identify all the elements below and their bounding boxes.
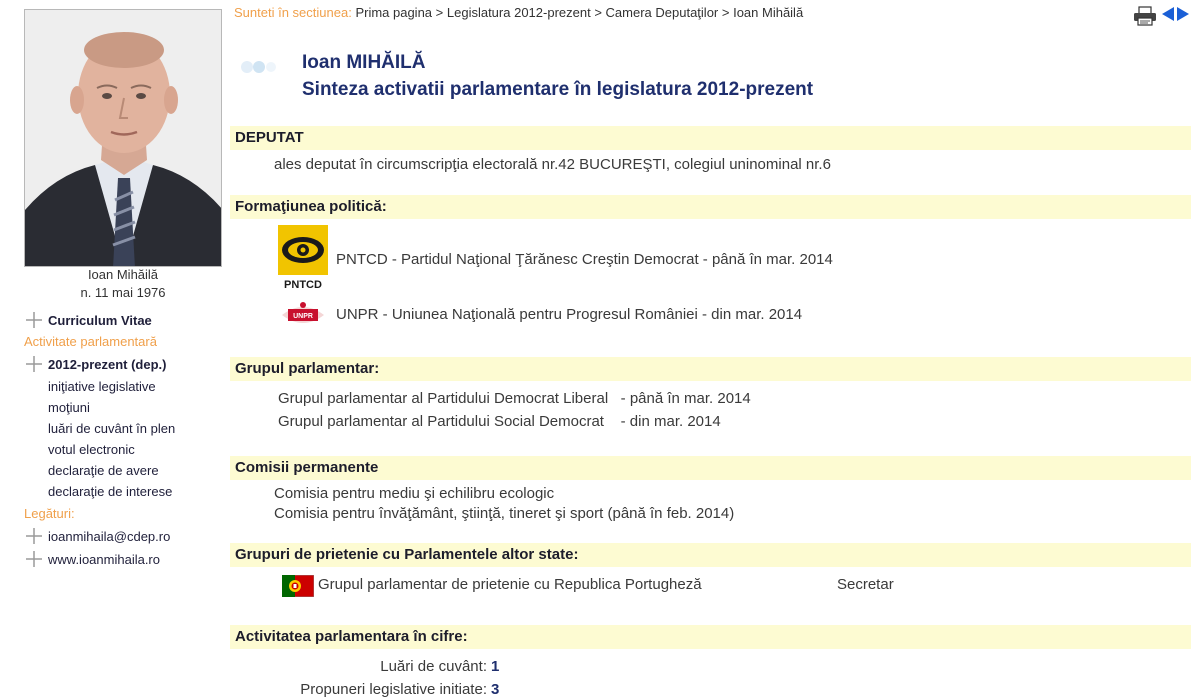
breadcrumb-item-chamber[interactable]: Camera Deputaţilor xyxy=(605,5,719,20)
sidebar-item-legislature[interactable] xyxy=(24,354,166,374)
breadcrumb-separator: > xyxy=(590,5,606,20)
sidebar-link-electronic-vote[interactable]: votul electronic xyxy=(48,442,135,457)
title-dots-icon xyxy=(239,58,281,76)
stat-label-speeches: Luări de cuvânt: xyxy=(380,658,487,675)
stat-value-speeches[interactable]: 1 xyxy=(491,658,500,675)
friendship-group[interactable]: Grupul parlamentar de prietenie cu Republica Portugheză xyxy=(318,576,702,593)
sidebar-cv-label[interactable]: Curriculum Vitae xyxy=(48,312,152,328)
page-title: Ioan MIHĂILĂ xyxy=(302,52,426,73)
party-unpr: UNPR - Uniunea Naţională pentru Progresul României - din mar. 2014 xyxy=(336,306,803,323)
committee-environment[interactable]: Comisia pentru mediu şi echilibru ecologic xyxy=(274,485,555,502)
photo-caption xyxy=(24,266,222,302)
section-heading-grup: Grupul parlamentar: xyxy=(230,357,1191,381)
next-arrow-icon[interactable] xyxy=(1176,6,1190,22)
portugal-flag-icon xyxy=(282,575,314,597)
breadcrumb-lead: Sunteti în sectiunea: xyxy=(234,5,352,20)
breadcrumb-item-legislature[interactable]: Legislatura 2012-prezent xyxy=(446,5,591,20)
portrait-image xyxy=(25,10,222,267)
pntcd-logo xyxy=(278,225,328,291)
section-heading-prietenie: Grupuri de prietenie cu Parlamentele altor state: xyxy=(230,543,1191,567)
sidebar-item-cv[interactable] xyxy=(24,310,152,330)
website-link[interactable]: www.ioanmihaila.ro xyxy=(48,551,160,567)
sidebar-link-motions[interactable]: moţiuni xyxy=(48,400,90,415)
stat-label-proposals: Propuneri legislative initiate: xyxy=(300,681,487,698)
prev-arrow-icon[interactable] xyxy=(1161,6,1175,22)
sidebar-link-speeches[interactable]: luări de cuvânt în plen xyxy=(48,421,176,436)
committee-education[interactable]: Comisia pentru învăţământ, ştiinţă, tineret şi sport (până în feb. 2014) xyxy=(274,505,735,522)
sidebar-links-heading: Legături: xyxy=(24,506,75,521)
deputy-name-caption: Ioan Mihăilă xyxy=(87,267,159,282)
print-icon[interactable] xyxy=(1133,6,1157,26)
cross-bullet-icon xyxy=(24,354,44,374)
cross-bullet-icon xyxy=(24,549,44,569)
breadcrumb-separator: > xyxy=(432,5,447,20)
section-heading-cifre: Activitatea parlamentara în cifre: xyxy=(230,625,1191,649)
deputat-description: ales deputat în circumscripţia electorală nr.42 BUCUREŞTI, colegiul uninominal nr.6 xyxy=(274,156,831,173)
section-heading-formatiune: Formaţiunea politică: xyxy=(230,195,1191,219)
deputy-photo xyxy=(24,9,222,267)
group-pdl[interactable]: Grupul parlamentar al Partidului Democrat Liberal - până în mar. 2014 xyxy=(278,390,751,407)
cross-bullet-icon xyxy=(24,310,44,330)
section-heading-comisii: Comisii permanente xyxy=(230,456,1191,480)
section-heading-deputat: DEPUTAT xyxy=(230,126,1191,150)
birth-date: n. 11 mai 1976 xyxy=(80,285,166,300)
svg-text:PNTCD: PNTCD xyxy=(284,279,322,291)
email-link[interactable]: ioanmihaila@cdep.ro xyxy=(48,528,171,544)
breadcrumb-item-current: Ioan Mihăilă xyxy=(733,5,804,20)
sidebar-link-wealth-declaration[interactable]: declaraţie de avere xyxy=(48,463,159,478)
unpr-logo xyxy=(278,297,328,333)
breadcrumb-item-home[interactable]: Prima pagina xyxy=(355,5,433,20)
sidebar-link-email[interactable] xyxy=(24,526,170,546)
stat-value-proposals[interactable]: 3 xyxy=(491,681,500,698)
party-pntcd: PNTCD - Partidul Naţional Ţărănesc Creştin Democrat - până în mar. 2014 xyxy=(336,251,833,268)
page-subtitle: Sinteza activatii parlamentare în legislatura 2012-prezent xyxy=(302,79,814,100)
sidebar-activity-heading: Activitate parlamentară xyxy=(24,334,157,349)
sidebar-link-initiatives[interactable]: iniţiative legislative xyxy=(48,379,156,394)
breadcrumb xyxy=(234,4,803,22)
cross-bullet-icon xyxy=(24,526,44,546)
friendship-role: Secretar xyxy=(837,576,894,593)
svg-text:UNPR: UNPR xyxy=(293,313,313,320)
sidebar-link-interest-declaration[interactable]: declaraţie de interese xyxy=(48,484,173,499)
sidebar-link-website[interactable] xyxy=(24,549,160,569)
group-psd[interactable]: Grupul parlamentar al Partidului Social Democrat - din mar. 2014 xyxy=(278,413,721,430)
breadcrumb-separator: > xyxy=(718,5,734,20)
sidebar-legislature-label[interactable]: 2012-prezent (dep.) xyxy=(48,356,167,372)
